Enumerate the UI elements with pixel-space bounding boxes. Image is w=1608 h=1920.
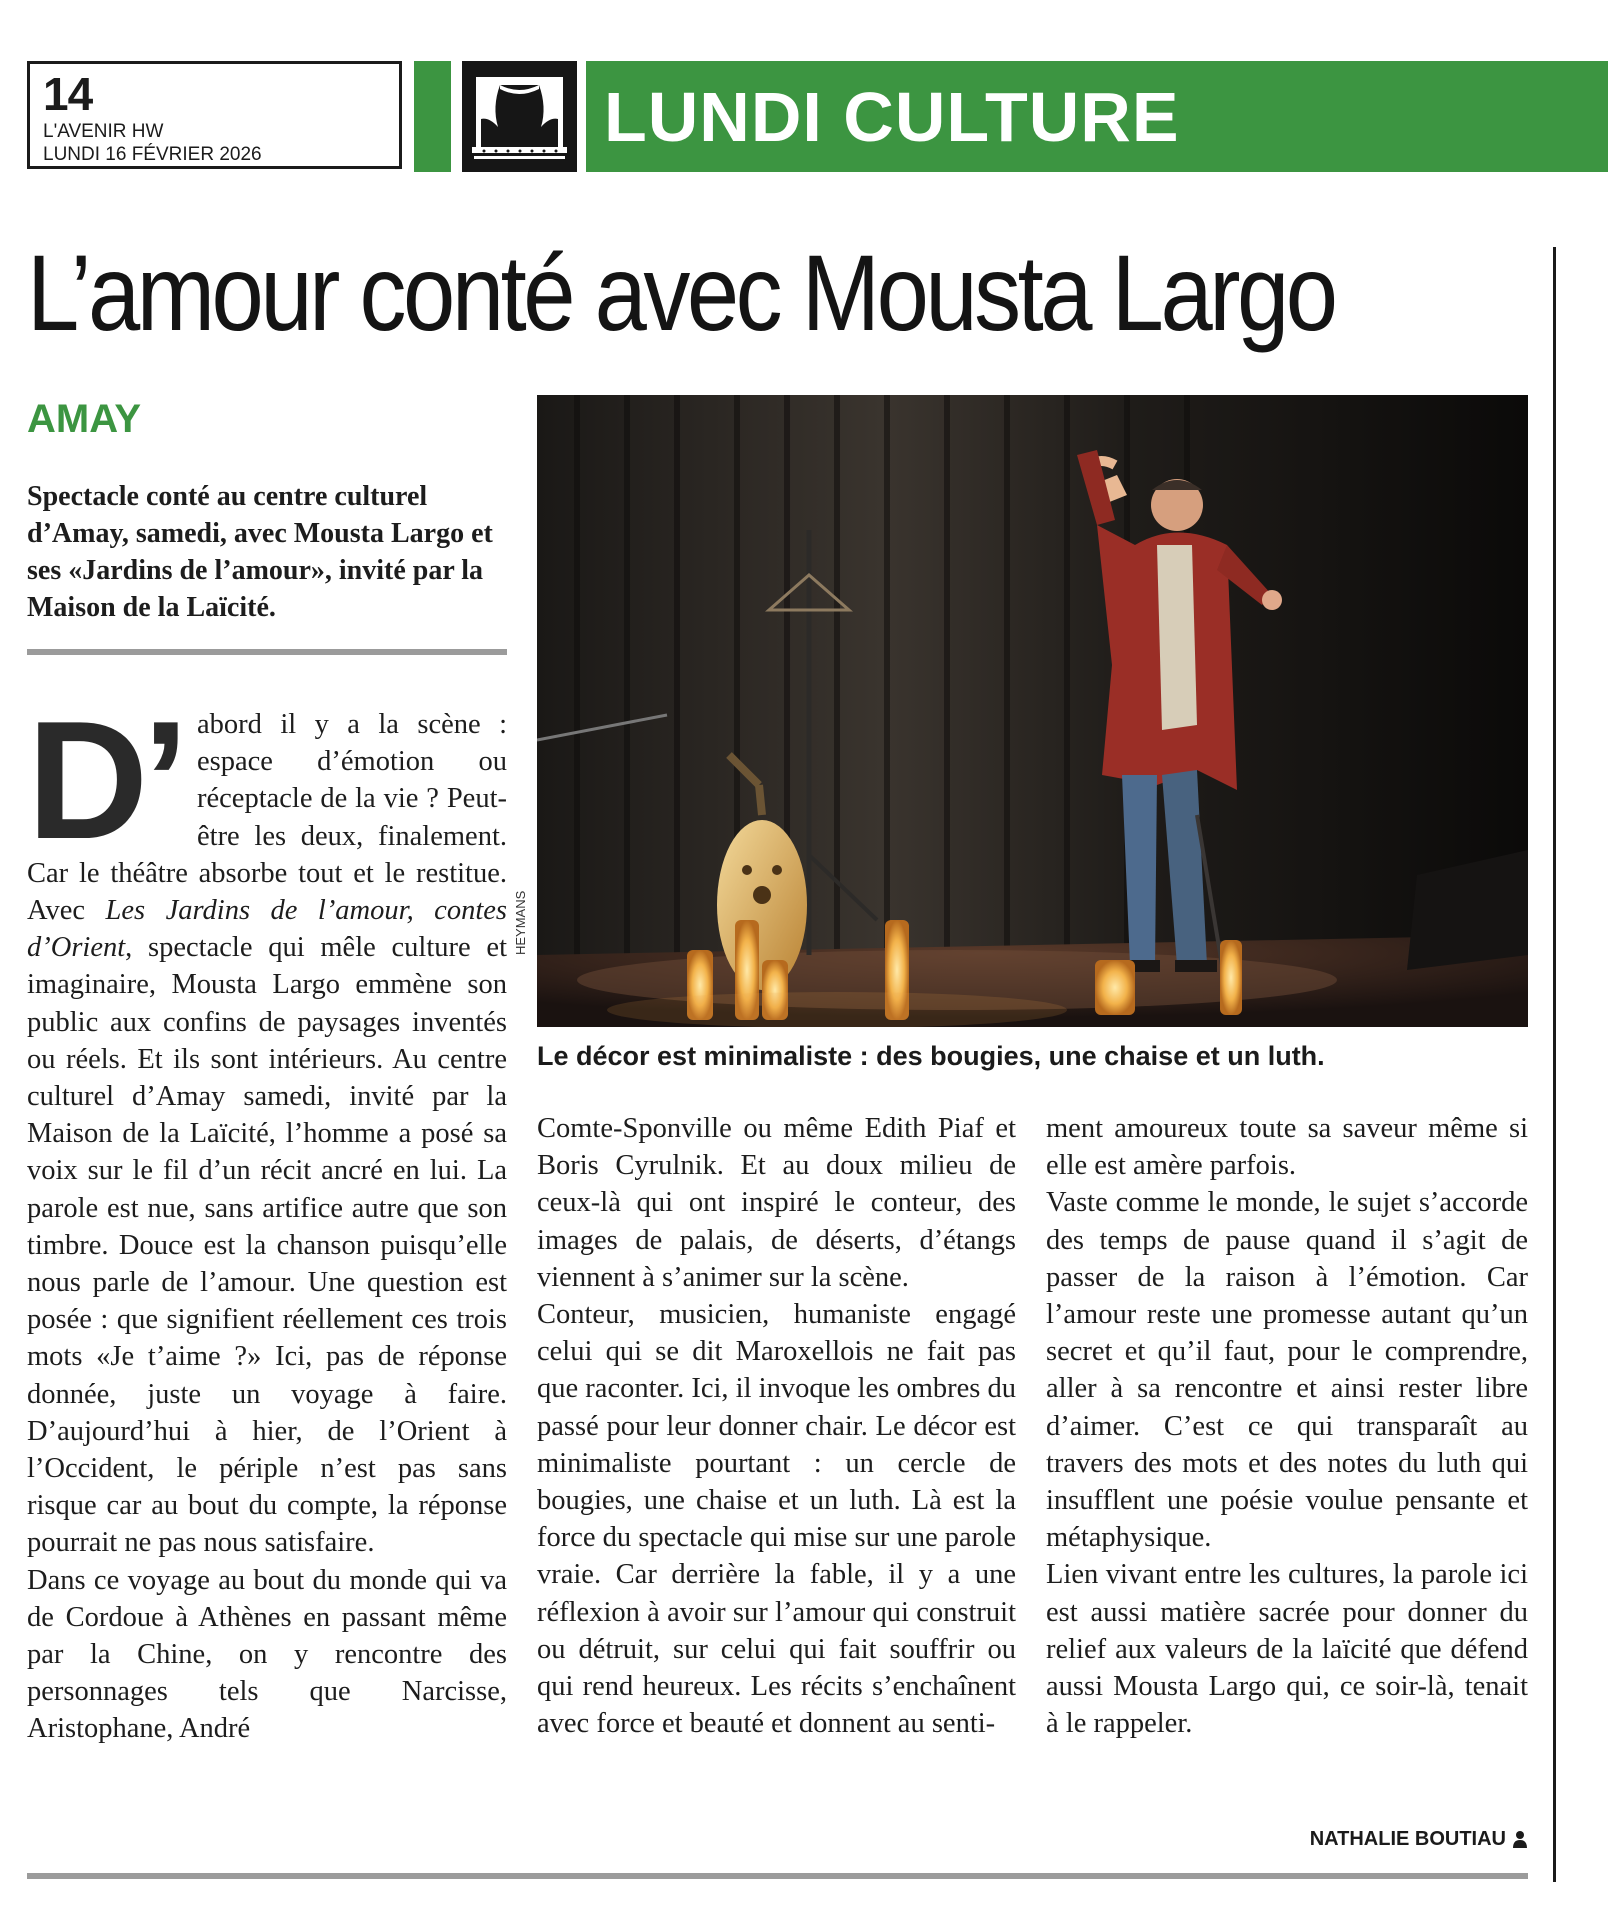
lead-divider xyxy=(27,649,507,655)
issue-date: LUNDI 16 FÉVRIER 2026 xyxy=(43,144,262,165)
article-column-2 xyxy=(537,1110,1016,1742)
page-number: 14 xyxy=(43,68,93,120)
show-title: Les Jardins de l’amour, contes d’Orient xyxy=(27,895,507,964)
lead-paragraph: Spectacle conté au centre culturel d’Amay, samedi, avec Mousta Largo et ses «Jardins de l’amour», invité par la Maison de la Laïcité. xyxy=(27,481,493,623)
section-title: LUNDI CULTURE xyxy=(604,78,1180,156)
article-column-1 xyxy=(27,686,507,1748)
body-paragraph: Dans ce voyage au bout du monde qui va de Cordoue à Athènes en passant même par la Chine, on y rencontre des personnages tels que Narcisse, Aristophane, André xyxy=(27,1564,507,1745)
body-paragraph: ment amoureux toute sa saveur même si elle est amère parfois. xyxy=(1046,1113,1528,1182)
body-paragraph xyxy=(27,686,507,1562)
newspaper-name: L'AVENIR HW xyxy=(43,121,164,142)
page-edge-rule xyxy=(1553,247,1556,1882)
theater-stage-icon xyxy=(462,61,577,172)
author-byline xyxy=(1046,1826,1528,1855)
photo-credit: HEYMANS xyxy=(513,890,528,955)
location-tag: AMAY xyxy=(27,397,142,441)
article-column-3 xyxy=(1046,1110,1528,1742)
drop-cap: D’ xyxy=(27,686,183,874)
page-info-box xyxy=(27,61,402,169)
person-icon xyxy=(1512,1829,1528,1855)
body-text: , spectacle qui mêle culture et imaginaire, Mousta Largo emmène son public aux confins de paysages inventés ou réels. Et ils sont intérieurs. Au centre culturel d’Amay samedi, invité par la Maison de la Laïcité, l’homme a posé sa voix sur le fil d’un récit ancré en lui. La parole est nue, sans artifice autre que son timbre. Douce est la chanson puisqu’elle nous parle de l’amour. Une question est posée : que signifient réellement ces trois mots «Je t’aime ?» Ici, pas de réponse donnée, juste un voyage à faire. D’aujourd’hui à hier, de l’Orient à l’Occident, le périple n’est pas sans risque car au bout du compte, la réponse pourrait ne pas nous satisfaire. xyxy=(27,932,507,1559)
author-name: NATHALIE BOUTIAU xyxy=(1309,1828,1506,1850)
body-paragraph: Vaste comme le monde, le sujet s’accorde des temps de pause quand il s’agit de passer de la raison à l’émotion. Car l’amour reste une promesse autant qu’un secret et qu’il faut, pour le comprendre, aller à sa rencontre et ainsi rester libre d’aimer. C’est ce qui transparaît au travers des mots et des notes du luth qui insufflent une poésie voulue pensante et métaphysique. xyxy=(1046,1187,1528,1554)
body-paragraph: Lien vivant entre les cultures, la parole ici est aussi matière sacrée pour donner du relief aux valeurs de la laïcité que défend aussi Mousta Largo qui, ce soir-là, tenait à le rappeler. xyxy=(1046,1559,1528,1740)
stage-photo xyxy=(537,395,1528,1027)
body-paragraph: Conteur, musicien, humaniste engagé celui qui se dit Maroxellois ne fait pas que raconter. Ici, il invoque les ombres du passé pour leur donner chair. Le décor est minimaliste pourtant : un cercle de bougies, une chaise et un luth. Là est la force du spectacle qui mise sur une parole vraie. Car derrière la fable, il y a une réflexion à avoir sur l’amour qui construit ou détruit, sur celui qui fait souffrir ou qui rend heureux. Les récits s’enchaînent avec force et beauté et donnent au senti- xyxy=(537,1299,1016,1740)
photo-caption: Le décor est minimaliste : des bougies, une chaise et un luth. xyxy=(537,1041,1325,1071)
bottom-divider xyxy=(27,1873,1528,1879)
section-accent-strip xyxy=(414,61,451,172)
headline: L’amour conté avec Mousta Largo xyxy=(27,232,1335,353)
body-text: abord il y a la scène : espace d’émotion ou réceptacle de la vie ? Peut-être les deux, finalement. Car le théâtre absorbe tout et le restitue. Avec xyxy=(27,709,507,927)
section-banner xyxy=(586,61,1608,172)
body-paragraph: Comte-Sponville ou même Edith Piaf et Boris Cyrulnik. Et au doux milieu de ceux-là qui ont inspiré le conteur, des images de palais, de déserts, d’étangs viennent à s’animer sur la scène. xyxy=(537,1113,1016,1293)
